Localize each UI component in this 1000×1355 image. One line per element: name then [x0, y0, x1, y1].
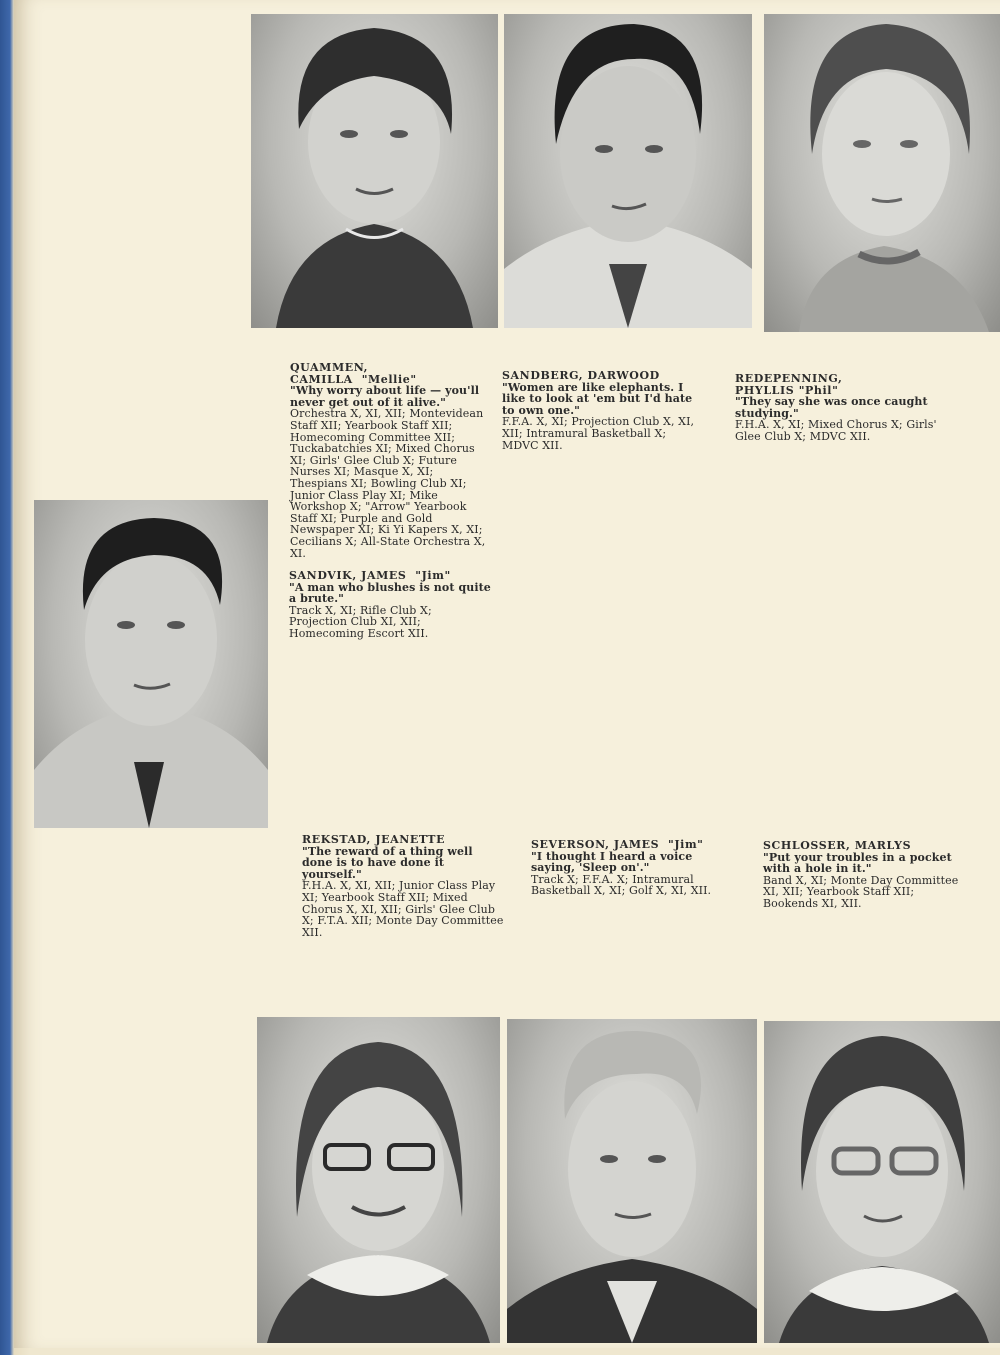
student-quote: "Women are like elephants. I like to look at 'em but I'd hate to own one."	[502, 380, 693, 417]
bio-sandvik	[289, 570, 491, 640]
student-quote: "A man who blushes is not quite a brute."	[289, 580, 491, 606]
portrait-rekstad	[257, 1017, 500, 1343]
bio-redepenning	[735, 373, 942, 443]
student-name: REDEPENNING, PHYLLIS "Phil"	[735, 372, 843, 397]
student-name: REKSTAD, JEANETTE	[302, 833, 446, 846]
student-quote: "They say she was once caught studying."	[735, 395, 928, 420]
student-quote: "Why worry about life — you'll never get out of it alive."	[290, 384, 480, 409]
student-activities: Track X; F.F.A. X; Intramural Basketball X, XI; Golf X, XI, XII.	[531, 872, 712, 898]
student-quote: "The reward of a thing well done is to have done it yourself."	[302, 844, 473, 881]
portrait-quammen	[251, 14, 498, 328]
yearbook-page	[14, 0, 1000, 1348]
portrait-redepenning	[764, 14, 1000, 332]
student-activities: F.H.A. X, XI, XII; Junior Class Play XI; Yearbook Staff XII; Mixed Chorus X, XI, XII; Girls' Glee Club X; F.T.A. XII; Monte Day Committee XII.	[302, 879, 504, 939]
student-name: SCHLOSSER, MARLYS	[763, 839, 912, 852]
student-activities: Orchestra X, XI, XII; Montevidean Staff XII; Yearbook Staff XII; Homecoming Committee XII; Tuckabatchies XI; Mixed Chorus XI; Girls' Glee Club X; Future Nurses XI; Masque X, XI; Thespians XI; Bowling Club XI; Junior Class Play XI; Mike Workshop X; "Arrow" Yearbook Staff XI; Purple and Gold Newspaper XI; Ki Yi Kapers X, XI; Cecilians X; All-State Orchestra X, XI.	[290, 407, 486, 560]
student-name: SANDBERG, DARWOOD	[502, 369, 660, 382]
bio-sandberg	[502, 370, 704, 451]
student-quote: "Put your troubles in a pocket with a hole in it."	[763, 850, 952, 876]
portrait-sandvik	[34, 500, 268, 828]
student-activities: F.H.A. X, XI; Mixed Chorus X; Girls' Glee Club X; MDVC XII.	[735, 418, 937, 443]
student-activities: Band X, XI; Monte Day Committee XI, XII; Yearbook Staff XII; Bookends XI, XII.	[763, 873, 959, 910]
bio-quammen	[290, 362, 491, 559]
portrait-sandberg	[504, 14, 752, 328]
portrait-schlosser	[764, 1021, 1000, 1343]
student-quote: "I thought I heard a voice saying, 'Sleep on'."	[531, 849, 693, 875]
student-name: SANDVIK, JAMES "Jim"	[289, 569, 451, 582]
student-name: QUAMMEN, CAMILLA "Mellie"	[290, 361, 417, 386]
student-activities: F.F.A. X, XI; Projection Club X, XI, XII; Intramural Basketball X; MDVC XII.	[502, 415, 695, 452]
bio-rekstad	[302, 834, 504, 938]
bio-severson	[531, 839, 731, 897]
portrait-severson	[507, 1019, 757, 1343]
bio-schlosser	[763, 840, 969, 910]
student-name: SEVERSON, JAMES "Jim"	[531, 838, 704, 851]
student-activities: Track X, XI; Rifle Club X; Projection Club XI, XII; Homecoming Escort XII.	[289, 603, 432, 640]
